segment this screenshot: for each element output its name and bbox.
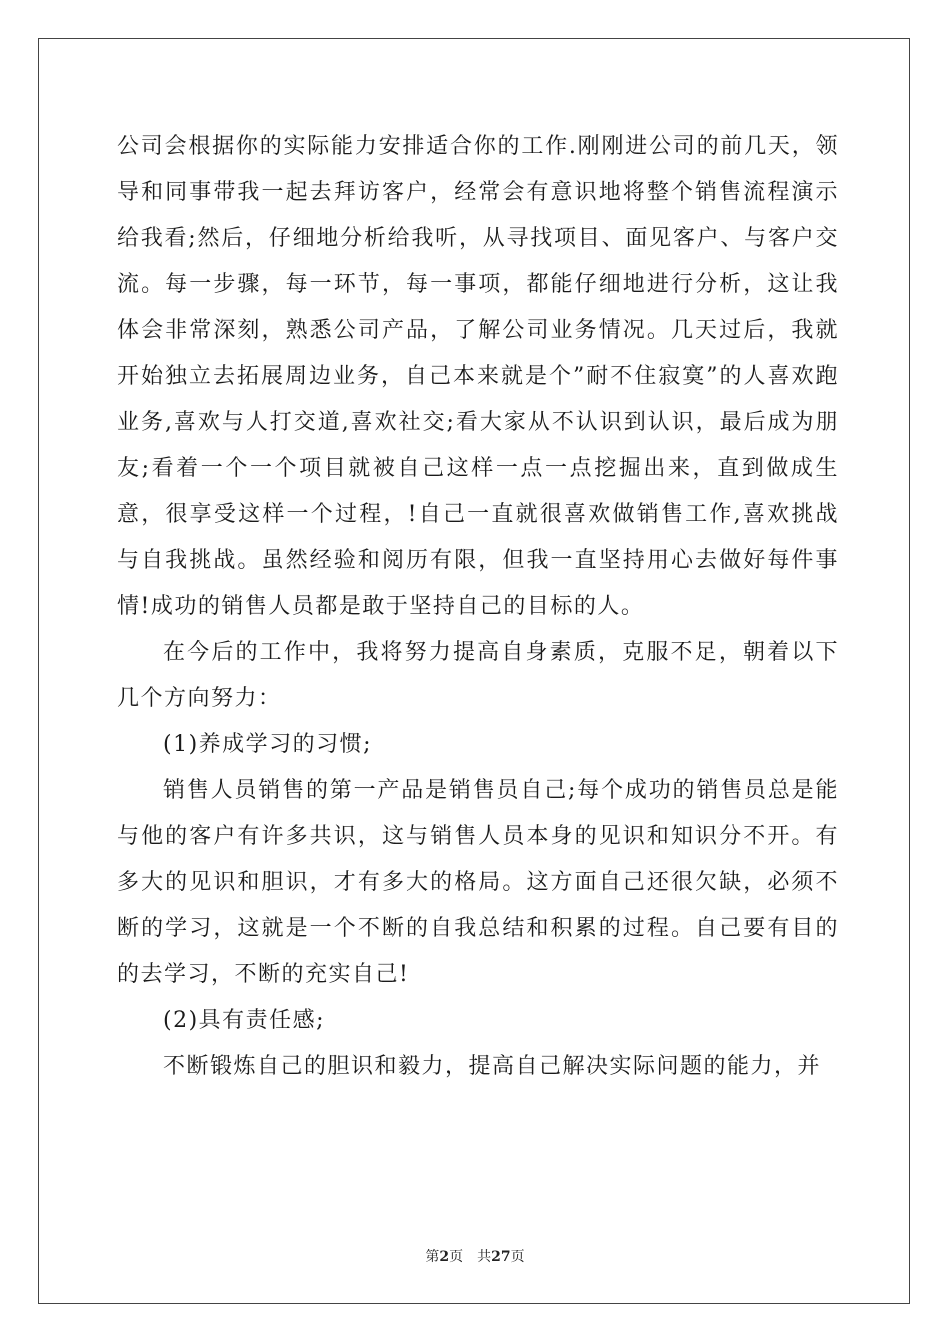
page-suffix: 页 bbox=[449, 1249, 464, 1265]
total-prefix: 共 bbox=[477, 1249, 492, 1265]
paragraph-1: 公司会根据你的实际能力安排适合你的工作.刚刚进公司的前几天，领导和同事带我一起去拜访客户，经常会有意识地将整个销售流程演示给我看;然后，仔细地分析给我听，从寻找项目、面见客户、与客户交流。每一步骤，每一环节，每一事项，都能仔细地进行分析，这让我体会非常深刻，熟悉公司产品，了解公司业务情况。几天过后，我就开始独立去拓展周边业务，自己本来就是个”耐不住寂寞”的人喜欢跑业务,喜欢与人打交道,喜欢社交;看大家从不认识到认识，最后成为朋友;看着一个一个项目就被自己这样一点一点挖掘出来，直到做成生意，很享受这样一个过程，!自己一直就很喜欢做销售工作,喜欢挑战与自我挑战。虽然经验和阅历有限，但我一直坚持用心去做好每件事情!成功的销售人员都是敢于坚持自己的目标的人。 bbox=[117, 134, 839, 619]
page-prefix: 第 bbox=[425, 1249, 440, 1265]
page-number: 2 bbox=[439, 1249, 450, 1265]
paragraph-2: 在今后的工作中，我将努力提高自身素质，克服不足，朝着以下几个方向努力： bbox=[117, 640, 839, 711]
paragraph-4: 销售人员销售的第一产品是销售员自己;每个成功的销售员总是能与他的客户有许多共识，这与销售人员本身的见识和知识分不开。有多大的见识和胆识，才有多大的格局。这方面自己还很欠缺，必须不断的学习，这就是一个不断的自我总结和积累的过程。自己要有目的的去学习，不断的充实自己! bbox=[117, 778, 839, 987]
paragraph-6: 不断锻炼自己的胆识和毅力，提高自己解决实际问题的能力，并 bbox=[163, 1054, 822, 1079]
total-pages: 27 bbox=[491, 1249, 511, 1265]
total-suffix: 页 bbox=[510, 1249, 525, 1265]
paragraph-3: (1)养成学习的习惯; bbox=[163, 732, 373, 757]
page-footer bbox=[0, 1246, 950, 1266]
document-body bbox=[117, 124, 839, 1090]
paragraph-5: (2)具有责任感; bbox=[163, 1008, 326, 1033]
